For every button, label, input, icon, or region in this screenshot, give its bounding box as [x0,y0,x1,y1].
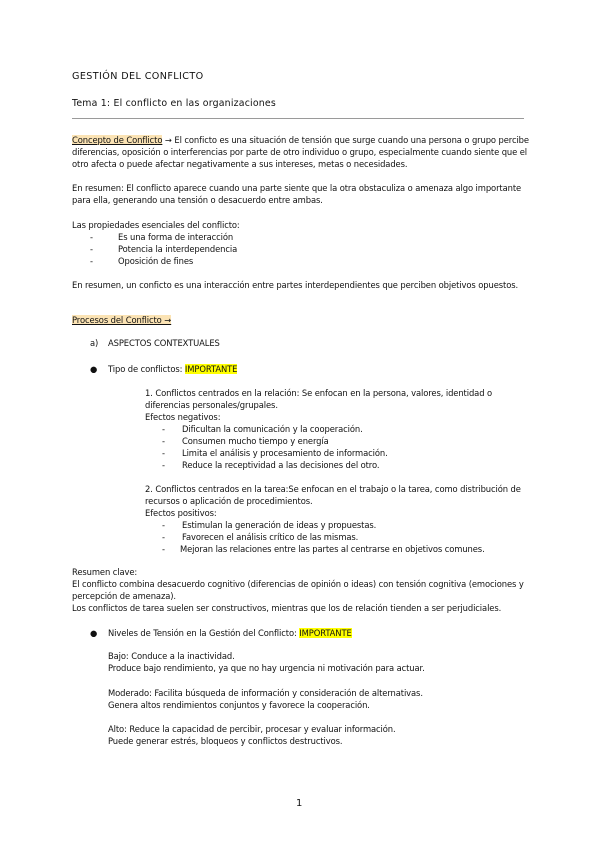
propiedades-item: - Potencia la interdependencia [90,244,238,254]
concepto-text-1: El conficto es una situación de tensión que surge cuando una persona o grupo percibe [174,135,529,145]
document-subtitle: Tema 1: El conflicto en las organizaciones [72,98,276,109]
propiedades-heading: Las propiedades esenciales del conflicto: [72,220,240,230]
concepto-line-3: otro afecta o puede afectar negativamente a sus intereses, metas o necesidades. [72,159,408,169]
nivel-bajo-line-2: Produce bajo rendimiento, ya que no hay urgencia ni motivación para actuar. [108,663,425,673]
section-a-title: ASPECTOS CONTEXTUALES [108,338,220,348]
concepto-line-1 [72,134,529,146]
niveles-badge: IMPORTANTE [299,628,352,638]
nivel-alto-line-2: Puede generar estrés, bloqueos y conflictos destructivos. [108,736,343,746]
efecto-negativo: - Dificultan la comunicación y la cooperación. [162,424,363,434]
concepto-link[interactable]: Concepto de Conflicto [72,135,163,145]
resumen1-line-1: En resumen: El conflicto aparece cuando una parte siente que la otra obstaculiza o amenaza algo importante [72,183,522,193]
divider [72,118,524,119]
tipo-badge: IMPORTANTE [184,364,238,374]
tipo-bullet: ● Tipo de conflictos: IMPORTANTE [90,364,238,374]
concepto-arrow: → [162,135,175,145]
niveles-bullet: ● Niveles de Tensión en la Gestión del Conflicto: IMPORTANTE [90,628,352,638]
resumen1-line-2: para ella, generando una tensión o desacuerdo entre ambas. [72,195,323,205]
resumen-clave-line: percepción de amenaza). [72,591,176,601]
efectos-negativos-label: Efectos negativos: [145,412,221,422]
resumen-clave-heading: Resumen clave: [72,567,138,577]
tarea-line-2: recursos o aplicación de procedimientos. [145,496,313,506]
efecto-positivo: - Estimulan la generación de ideas y propuestas. [162,520,377,530]
concepto-line-2: diferencias, oposición o interferencias por parte de otro individuo o grupo, especialmente cuando siente que el [72,147,528,157]
efecto-negativo: - Limita el análisis y procesamiento de información. [162,448,388,458]
nivel-bajo-line-1: Bajo: Conduce a la inactividad. [108,651,235,661]
efecto-positivo: - Favorecen el análisis crítico de las mismas. [162,532,359,542]
propiedades-item: - Es una forma de interacción [90,232,234,242]
procesos-link[interactable]: Procesos del Conflicto → [72,315,172,325]
tipo-label: Tipo de conflictos: [108,364,185,374]
resumen-clave-line: El conflicto combina desacuerdo cognitivo (diferencias de opinión o ideas) con tensión cognitiva (emociones y [72,579,524,589]
efecto-negativo: - Reduce la receptividad a las decisiones del otro. [162,460,380,470]
section-a-marker: a) [90,338,99,348]
document-title: GESTIÓN DEL CONFLICTO [72,71,204,82]
resumen-clave-line: Los conflictos de tarea suelen ser constructivos, mientras que los de relación tienden a ser perjudiciales. [72,603,502,613]
relacion-line-1: 1. Conflictos centrados en la relación: Se enfocan en la persona, valores, identidad o [145,388,493,398]
nivel-alto-line-1: Alto: Reduce la capacidad de percibir, procesar y evaluar información. [108,724,396,734]
tarea-line-1: 2. Conflictos centrados en la tarea:Se enfocan en el trabajo o la tarea, como distribución de [145,484,521,494]
niveles-label: Niveles de Tensión en la Gestión del Conflicto: [108,628,300,638]
nivel-moderado-line-2: Genera altos rendimientos conjuntos y favorece la cooperación. [108,700,370,710]
efecto-positivo: - Mejoran las relaciones entre las partes al centrarse en objetivos comunes. [162,544,485,554]
page-number: 1 [296,798,303,809]
efecto-negativo: - Consumen mucho tiempo y energía [162,436,329,446]
efectos-positivos-label: Efectos positivos: [145,508,217,518]
propiedades-item: - Oposición de fines [90,256,194,266]
nivel-moderado-line-1: Moderado: Facilita búsqueda de información y consideración de alternativas. [108,688,423,698]
section-a [90,337,220,349]
relacion-line-2: diferencias personales/grupales. [145,400,278,410]
resumen2: En resumen, un conficto es una interacción entre partes interdependientes que perciben objetivos opuestos. [72,280,519,290]
